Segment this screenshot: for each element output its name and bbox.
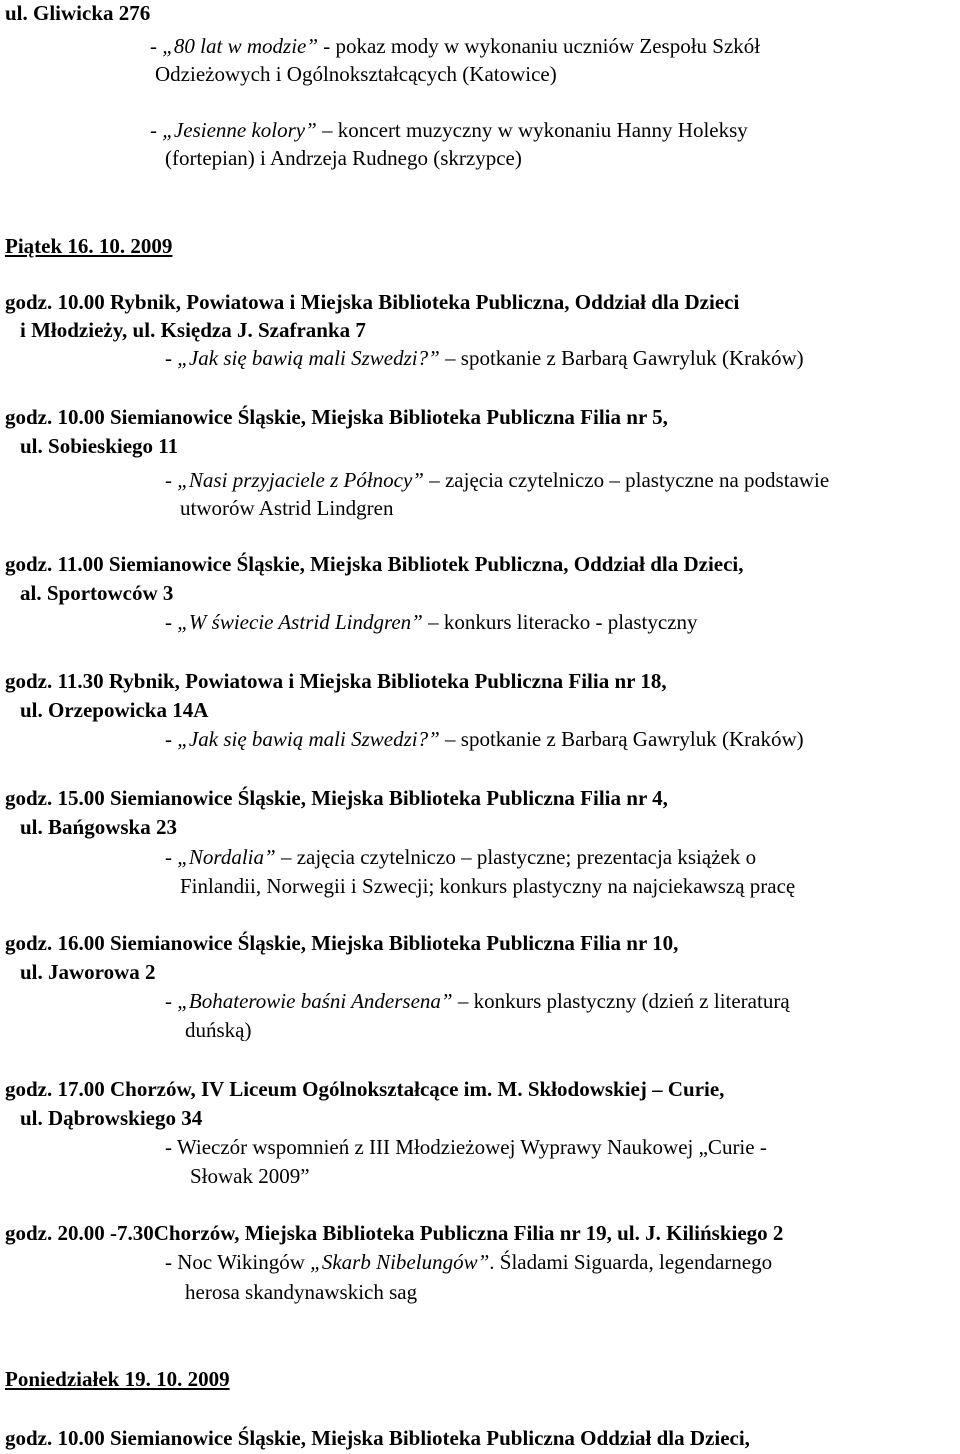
dash: - [150,34,163,58]
event-title: „Jesienne kolory” [162,118,317,142]
event-venue: godz. 15.00 Siemianowice Śląskie, Miejska Biblioteka Publiczna Filia nr 4, [5,786,668,810]
event-desc-cont: herosa skandynawskich sag [185,1280,418,1304]
event-venue: godz. 10.00 Rybnik, Powiatowa i Miejska Biblioteka Publiczna, Oddział dla Dzieci [5,290,740,314]
event-title: „Skarb Nibelungów” [310,1250,490,1274]
event-title: „Jak się bawią mali Szwedzi?” [177,346,440,370]
event-line [150,33,760,59]
dash: - [150,118,163,142]
event-line: - „Jak się bawią mali Szwedzi?” – spotkanie z Barbarą Gawryluk (Kraków) [165,346,804,370]
event-desc: - pokaz mody w wykonaniu uczniów Zespołu Szkół [318,34,761,58]
day-heading: Poniedziałek 19. 10. 2009 [5,1367,230,1391]
event-address: ul. Orzepowicka 14A [20,698,209,722]
event-address: i Młodzieży, ul. Księdza J. Szafranka 7 [20,318,366,342]
event-title: „W świecie Astrid Lindgren” [177,610,423,634]
event-address: ul. Dąbrowskiego 34 [20,1106,203,1130]
event-venue: godz. 17.00 Chorzów, IV Liceum Ogólnokształcące im. M. Skłodowskiej – Curie, [5,1077,725,1101]
event-address: ul. Sobieskiego 11 [20,434,179,458]
event-venue: godz. 20.00 -7.30Chorzów, Miejska Biblioteka Publiczna Filia nr 19, ul. J. Kilińskiego 2 [5,1221,784,1245]
event-desc-cont: Finlandii, Norwegii i Szwecji; konkurs plastyczny na najciekawszą pracę [180,874,796,898]
event-line: - Noc Wikingów „Skarb Nibelungów”. Śladami Siguarda, legendarnego [165,1250,773,1274]
day-heading: Piątek 16. 10. 2009 [5,234,173,258]
event-venue: godz. 10.00 Siemianowice Śląskie, Miejska Biblioteka Publiczna Filia nr 5, [5,405,668,429]
event-title: „80 lat w modzie” [162,34,319,58]
event-title: „Bohaterowie baśni Andersena” [177,989,453,1013]
event-title: „Jak się bawią mali Szwedzi?” [177,727,440,751]
address-heading: ul. Gliwicka 276 [5,1,151,25]
event-desc-cont: utworów Astrid Lindgren [180,496,394,520]
event-venue: godz. 16.00 Siemianowice Śląskie, Miejska Biblioteka Publiczna Filia nr 10, [5,931,679,955]
event-address: ul. Bańgowska 23 [20,815,177,839]
event-venue: godz. 11.30 Rybnik, Powiatowa i Miejska Biblioteka Publiczna Filia nr 18, [5,669,667,693]
event-line: - „Nordalia” – zajęcia czytelniczo – plastyczne; prezentacja książek o [165,845,757,869]
event-address: ul. Jaworowa 2 [20,960,156,984]
event-desc: – koncert muzyczny w wykonaniu Hanny Holeksy [316,118,748,142]
event-desc-cont: duńską) [185,1018,252,1042]
event-desc-cont: Słowak 2009” [190,1164,310,1188]
event-line: - „Nasi przyjaciele z Północy” – zajęcia czytelniczo – plastyczne na podstawie [165,468,830,492]
event-desc-cont: (fortepian) i Andrzeja Rudnego (skrzypce) [165,146,522,170]
event-title: „Nasi przyjaciele z Północy” [177,468,424,492]
event-address: al. Sportowców 3 [20,581,174,605]
event-line [150,117,748,143]
event-line: - Wieczór wspomnień z III Młodzieżowej Wyprawy Naukowej „Curie - [165,1135,767,1159]
event-line: - „Bohaterowie baśni Andersena” – konkurs plastyczny (dzień z literaturą [165,989,790,1013]
event-title: „Nordalia” [177,845,276,869]
event-venue: godz. 10.00 Siemianowice Śląskie, Miejska Biblioteka Publiczna Oddział dla Dzieci, [5,1426,750,1450]
event-line: - „W świecie Astrid Lindgren” – konkurs literacko - plastyczny [165,610,698,634]
event-venue: godz. 11.00 Siemianowice Śląskie, Miejska Bibliotek Publiczna, Oddział dla Dzieci, [5,552,744,576]
event-line: - „Jak się bawią mali Szwedzi?” – spotkanie z Barbarą Gawryluk (Kraków) [165,727,804,751]
event-desc-cont: Odzieżowych i Ogólnokształcących (Katowice) [155,62,557,86]
